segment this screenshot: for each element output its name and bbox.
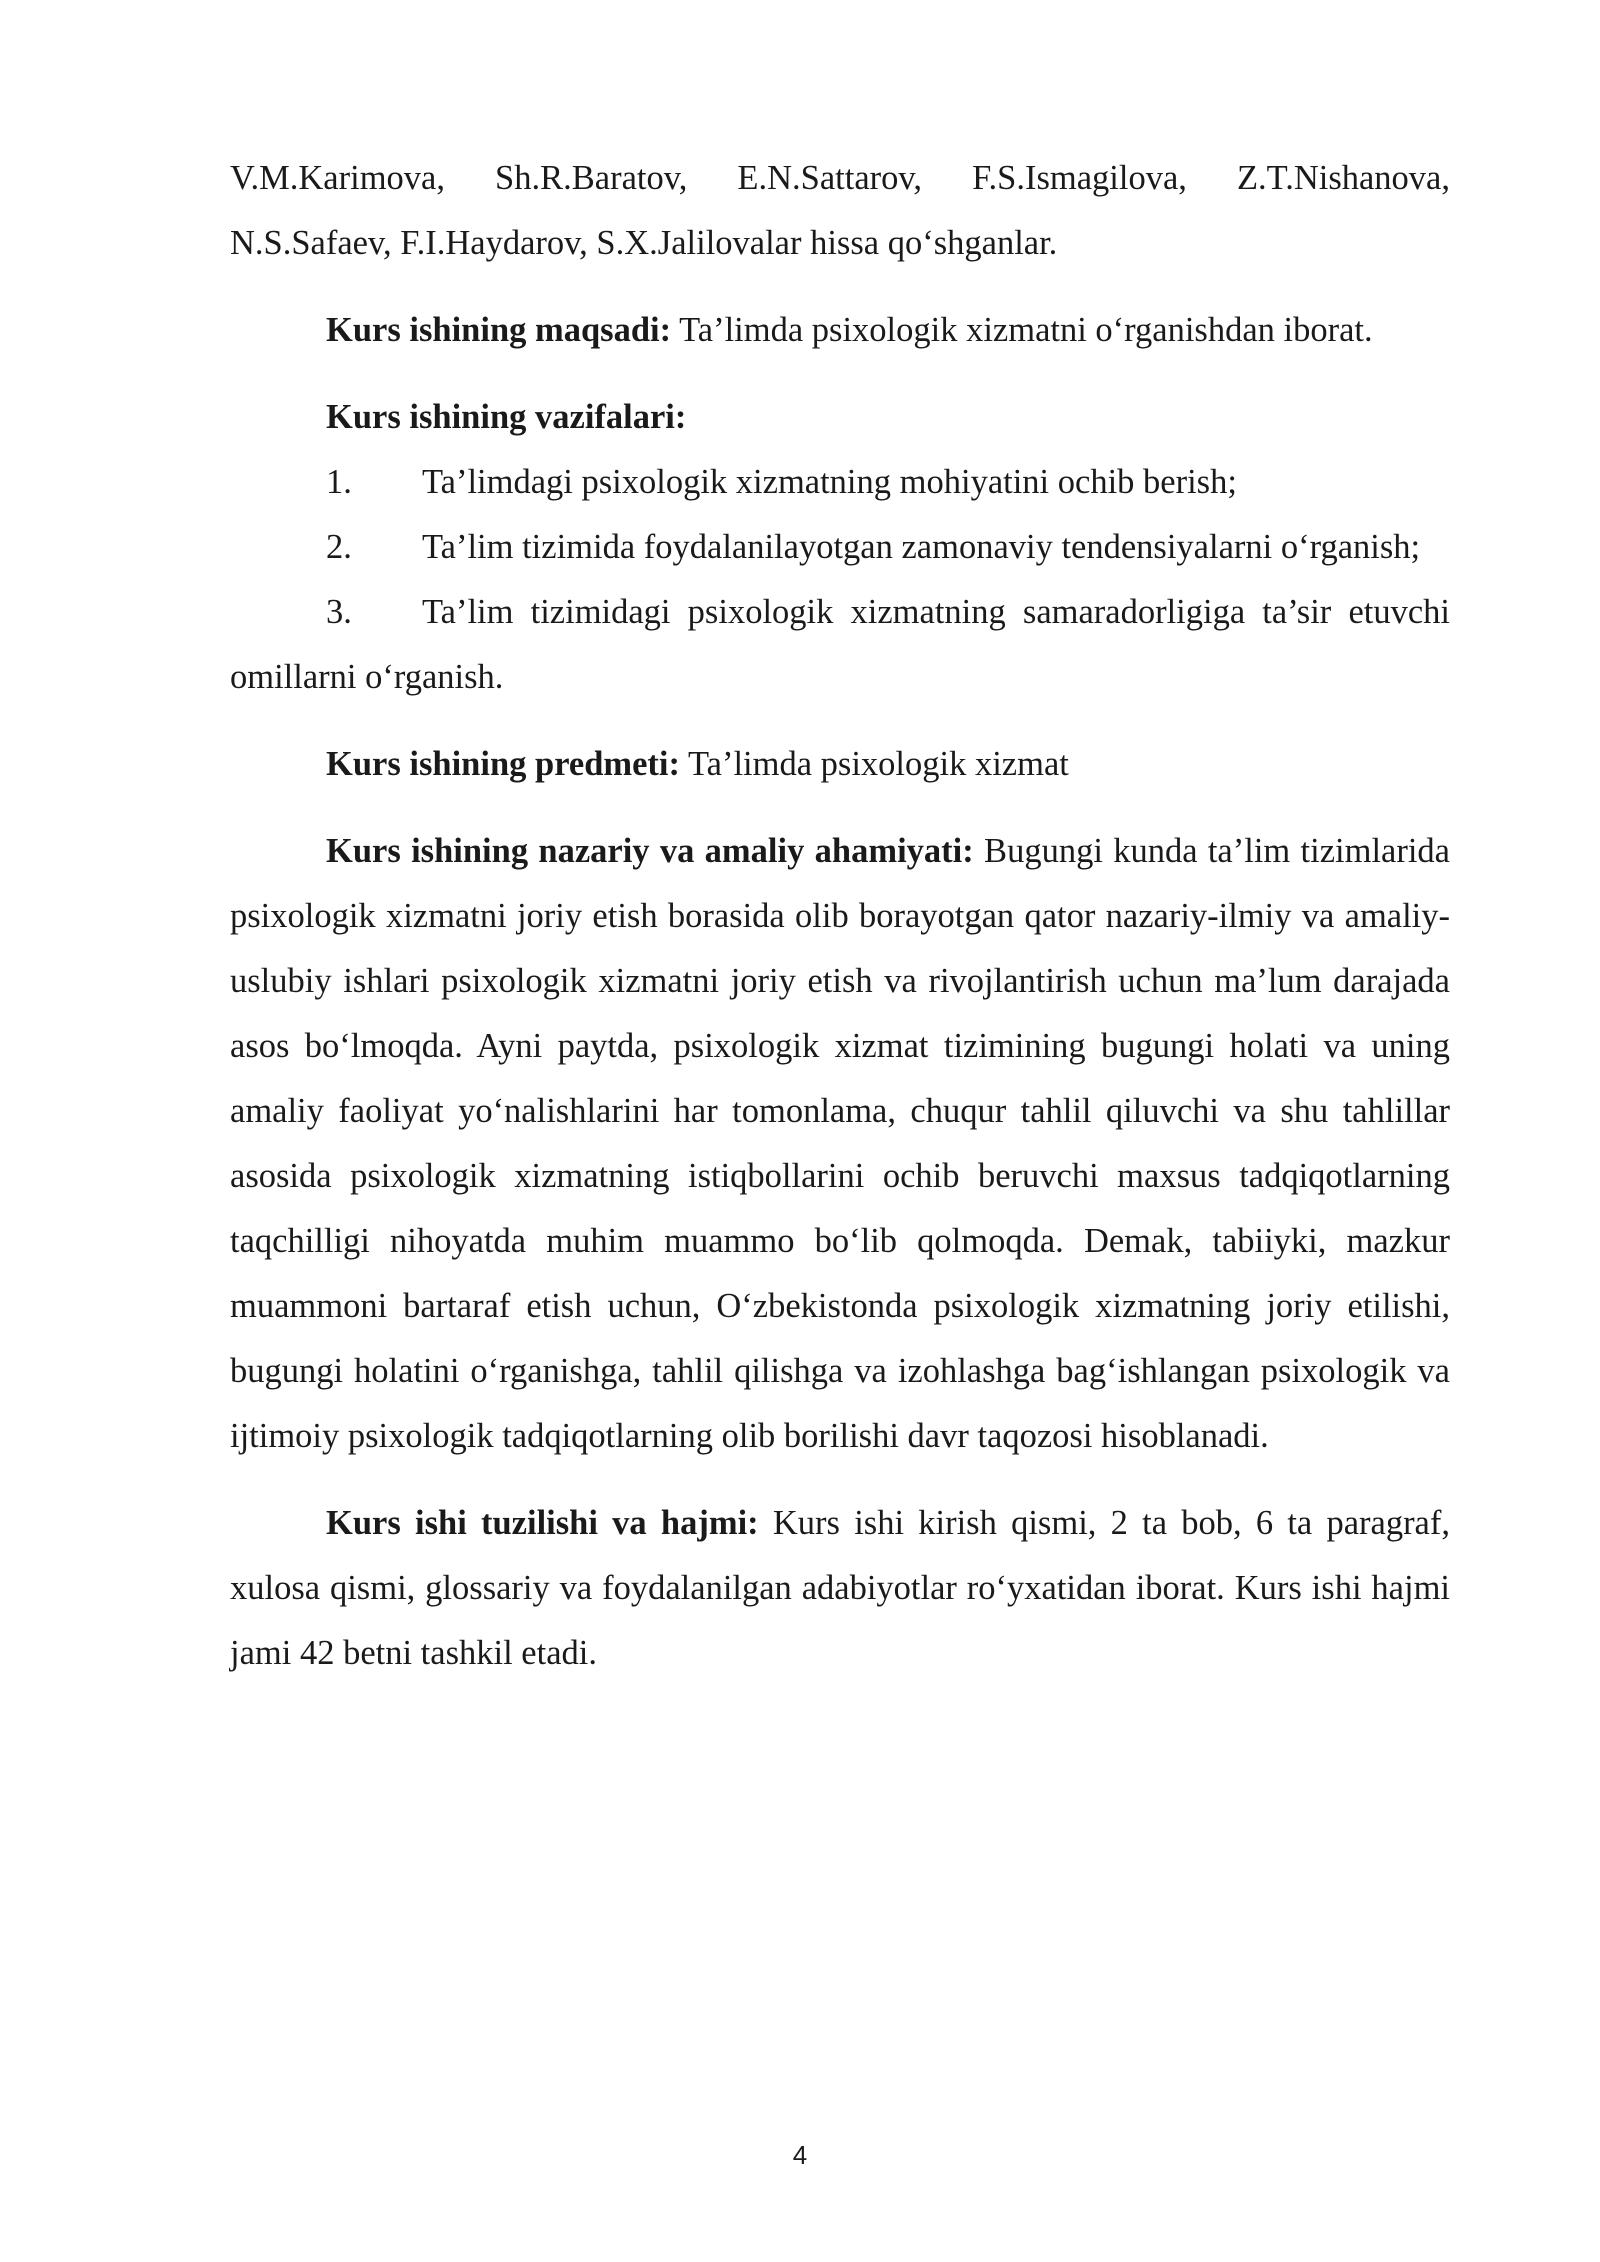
- structure-label: Kurs ishi tuzilishi va hajmi:: [326, 1504, 759, 1542]
- task-text: Ta’limdagi psixologik xizmatning mohiyatini ochib berish;: [422, 463, 1237, 501]
- task-item-3: [230, 580, 1450, 710]
- goal-text: Ta’limda psixologik xizmatni o‘rganishdan iborat.: [671, 311, 1373, 349]
- goal-paragraph: [230, 298, 1450, 363]
- significance-text: Bugungi kunda ta’lim tizimlarida psixologik xizmatni joriy etish borasida olib borayotgan qator nazariy-ilmiy va amaliy-uslubiy ishlari psixologik xizmatni joriy etish va rivojlantirish uchun ma’lum darajada asos bo‘lmoqda. Ayni paytda, psixologik xizmat tizimining bugungi holati va uning amaliy faoliyat yo‘nalishlarini har tomonlama, chuqur tahlil qiluvchi va shu tahlillar asosida psixologik xizmatning istiqbollarini ochib beruvchi maxsus tadqiqotlarning taqchilligi nihoyatda muhim muammo bo‘lib qolmoqda. Demak, tabiiyki, mazkur muammoni bartaraf etish uchun, O‘zbekistonda psixologik xizmatning joriy etilishi, bugungi holatini o‘rganishga, tahlil qilishga va izohlashga bag‘ishlangan psixologik va ijtimoiy psixologik tadqiqotlarning olib borilishi davr taqozosi hisoblanadi.: [230, 832, 1450, 1455]
- structure-paragraph: [230, 1491, 1450, 1686]
- contributors-paragraph: V.M.Karimova, Sh.R.Baratov, E.N.Sattarov, F.S.Ismagilova, Z.T.Nishanova, N.S.Safaev, F.I.Haydarov, S.X.Jalilovalar hissa qo‘shganlar.: [230, 159, 1450, 262]
- subject-paragraph: [230, 732, 1450, 797]
- page-number: 4: [792, 2140, 808, 2170]
- significance-paragraph: [230, 819, 1450, 1469]
- task-text: Ta’lim tizimida foydalanilayotgan zamonaviy tendensiyalarni o‘rganish;: [422, 528, 1421, 566]
- task-item-2: [230, 515, 1450, 580]
- task-number: 3.: [326, 593, 352, 631]
- document-page: [230, 146, 1450, 1686]
- task-text: Ta’lim tizimidagi psixologik xizmatning samaradorligiga ta’sir etuvchi omillarni o‘rganish.: [230, 593, 1450, 696]
- goal-label: Kurs ishining maqsadi:: [326, 311, 672, 349]
- task-number: 1.: [326, 463, 352, 501]
- task-number: 2.: [326, 528, 352, 566]
- structure-text: Kurs ishi kirish qismi, 2 ta bob, 6 ta paragraf, xulosa qismi, glossariy va foydalanilgan adabiyotlar ro‘yxatidan iborat. Kurs ishi hajmi jami 42 betni tashkil etadi.: [230, 1504, 1450, 1672]
- task-item-1: [230, 450, 1450, 515]
- subject-text: Ta’limda psixologik xizmat: [680, 745, 1069, 783]
- tasks-heading: [230, 385, 1450, 450]
- tasks-label: Kurs ishining vazifalari:: [326, 398, 687, 436]
- significance-label: Kurs ishining nazariy va amaliy ahamiyati:: [326, 832, 974, 870]
- subject-label: Kurs ishining predmeti:: [326, 745, 680, 783]
